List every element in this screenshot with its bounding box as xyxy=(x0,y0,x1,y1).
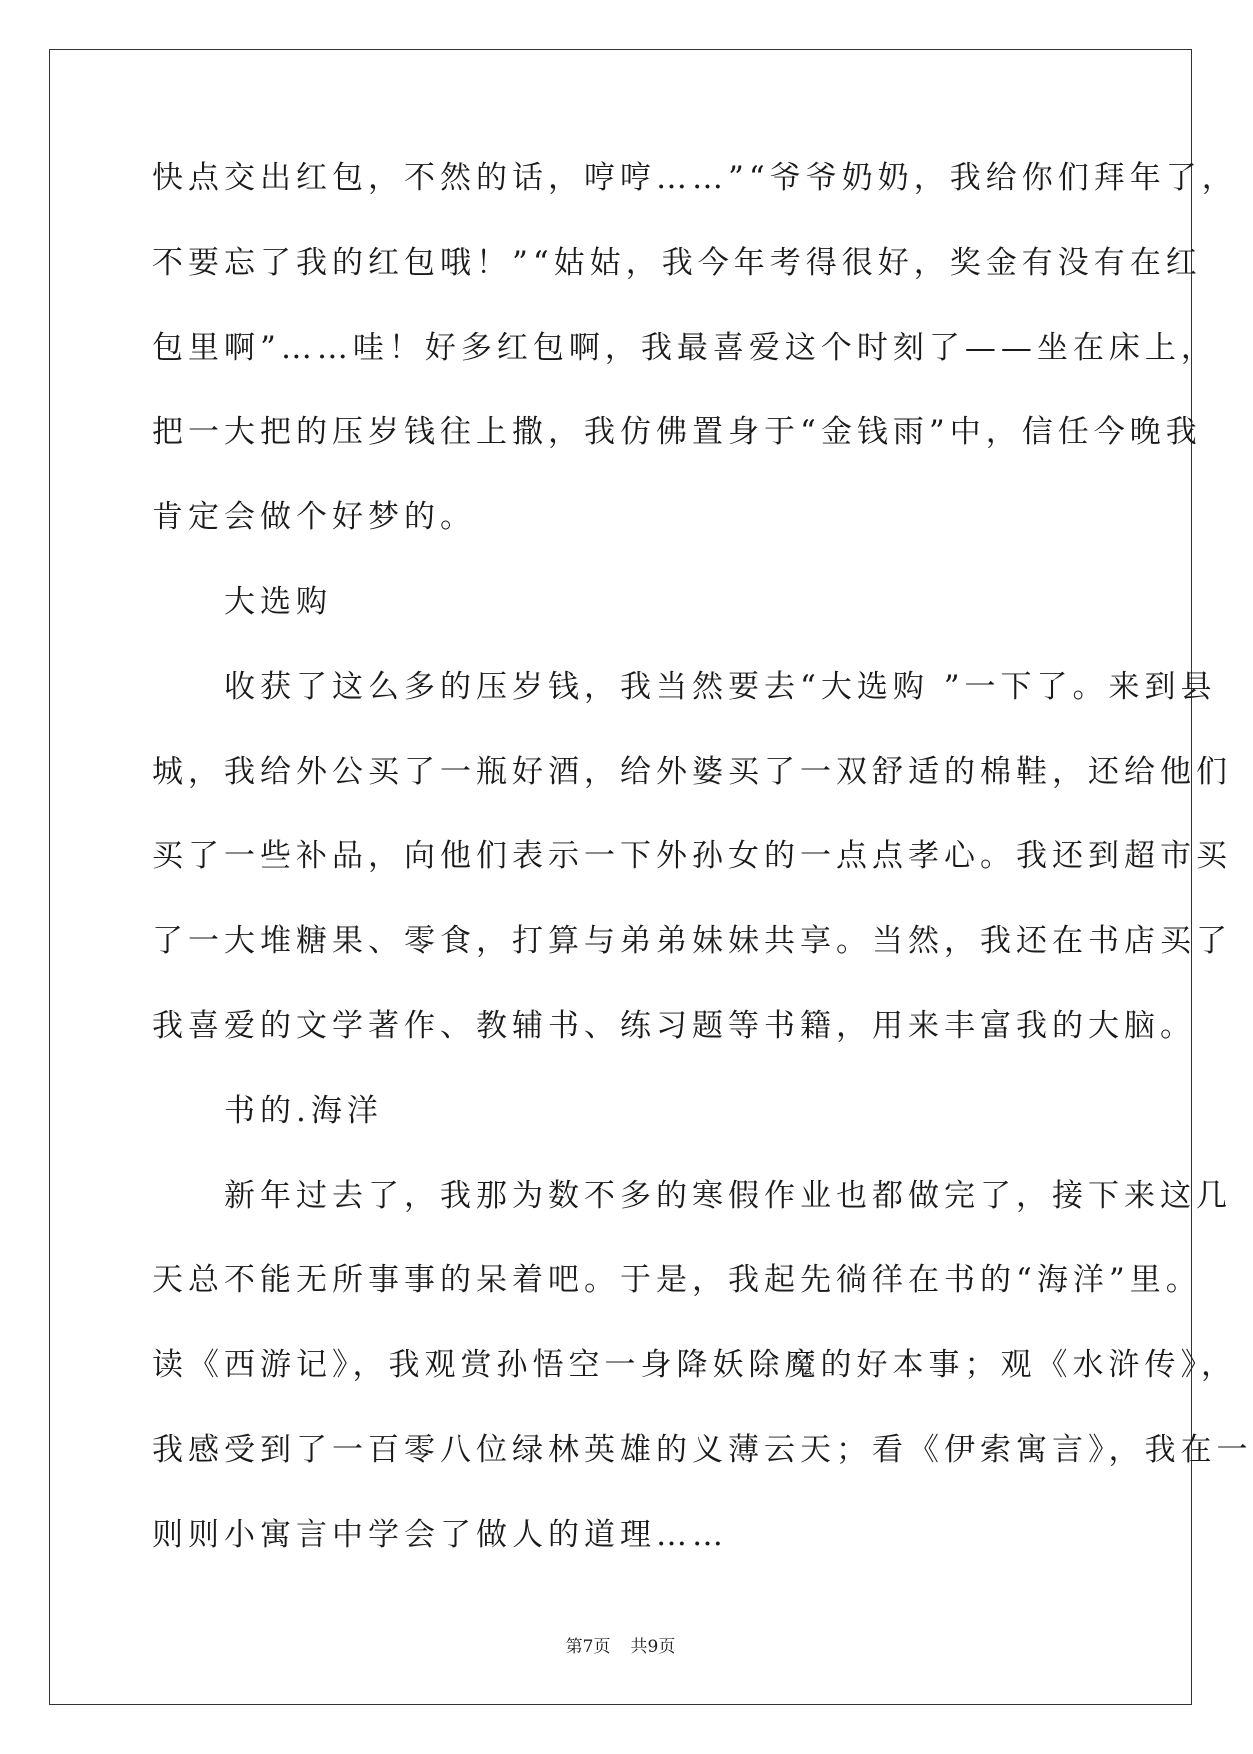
text-line: 读《西游记》，我观赏孙悟空一身降妖除魔的好本事；观《水浒传》， xyxy=(152,1347,1237,1384)
text-line: 了一大堆糖果、零食，打算与弟弟妹妹共享。当然，我还在书店买了 xyxy=(152,923,1232,960)
page-footer xyxy=(0,1632,1241,1657)
text-line: 我感受到了一百零八位绿林英雄的义薄云天；看《伊索寓言》，我在一 xyxy=(152,1431,1253,1468)
page-number-current: 第7页 xyxy=(565,1637,611,1657)
text-line: 不要忘了我的红包哦！”“姑姑，我今年考得很好，奖金有没有在红 xyxy=(152,244,1202,281)
document-body xyxy=(152,160,1253,1602)
text-line: 天总不能无所事事的呆着吧。于是，我起先徜徉在书的“海洋”里。 xyxy=(152,1262,1202,1299)
text-line: 城，我给外公买了一瓶好酒，给外婆买了一双舒适的棉鞋，还给他们 xyxy=(152,753,1232,790)
page-number-total: 共9页 xyxy=(630,1637,676,1657)
text-line: 收获了这么多的压岁钱，我当然要去“大选购 ”一下了。来到县 xyxy=(152,668,1217,705)
section-heading: 书的.海洋 xyxy=(152,1092,383,1129)
text-line: 新年过去了，我那为数不多的寒假作业也都做完了，接下来这几 xyxy=(152,1177,1232,1214)
text-line: 我喜爱的文学著作、教辅书、练习题等书籍，用来丰富我的大脑。 xyxy=(152,1007,1196,1044)
text-line: 包里啊”……哇！好多红包啊，我最喜爱这个时刻了——坐在床上， xyxy=(152,329,1217,366)
section-heading: 大选购 xyxy=(152,583,332,620)
text-line: 买了一些补品，向他们表示一下外孙女的一点点孝心。我还到超市买 xyxy=(152,838,1232,875)
text-line: 肯定会做个好梦的。 xyxy=(152,499,476,536)
text-line: 则则小寓言中学会了做人的道理…… xyxy=(152,1516,728,1553)
text-line: 快点交出红包，不然的话，哼哼……”“爷爷奶奶，我给你们拜年了， xyxy=(152,160,1238,196)
text-line: 把一大把的压岁钱往上撒，我仿佛置身于“金钱雨”中，信任今晚我 xyxy=(152,414,1202,451)
